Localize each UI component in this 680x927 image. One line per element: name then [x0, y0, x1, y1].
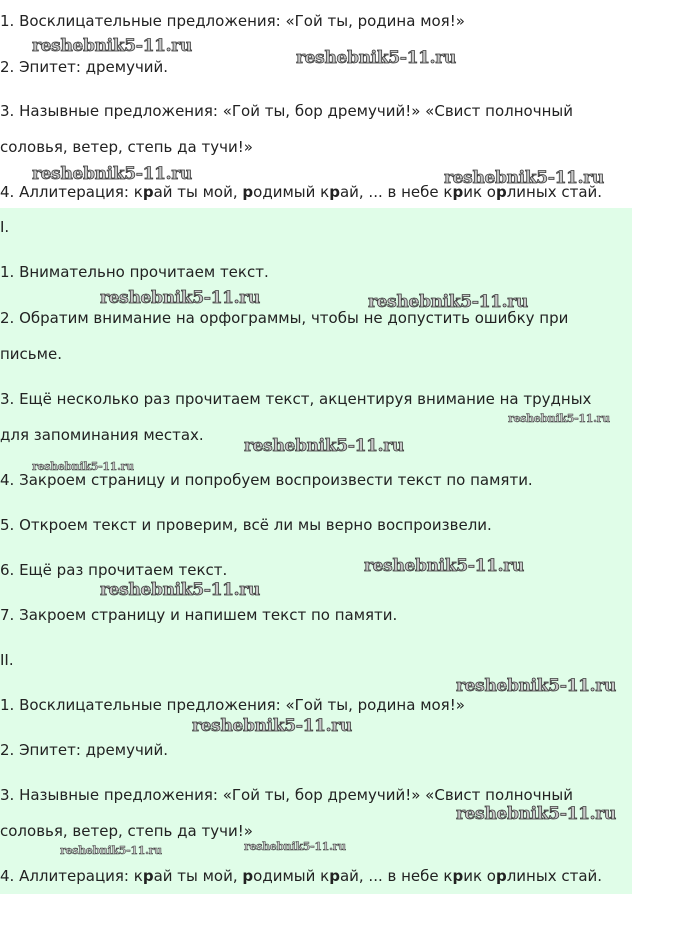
step-2: 2. Обратим внимание на орфограммы, чтобы не допустить ошибку при	[0, 309, 569, 327]
green-answer-section	[0, 208, 632, 894]
watermark: reshebnik5-11.ru	[508, 412, 610, 425]
watermark: reshebnik5-11.ru	[244, 436, 404, 456]
epithet-line-2: 2. Эпитет: дремучий.	[0, 741, 169, 759]
watermark: reshebnik5-11.ru	[32, 164, 192, 184]
step-7: 7. Закроем страницу и напишем текст по памяти.	[0, 606, 398, 624]
section-one-heading: I.	[0, 218, 10, 236]
alliteration-line: 4. Аллитерация: край ты мой, родимый край, ... в небе крик орлиных стай.	[0, 183, 603, 201]
watermark: reshebnik5-11.ru	[192, 716, 352, 736]
watermark: reshebnik5-11.ru	[100, 288, 260, 308]
watermark: reshebnik5-11.ru	[100, 580, 260, 600]
watermark: reshebnik5-11.ru	[368, 292, 528, 312]
nominal-sentences-line: 3. Назывные предложения: «Гой ты, бор дремучий!» «Свист полночный	[0, 102, 573, 120]
step-5: 5. Откроем текст и проверим, всё ли мы верно воспроизвели.	[0, 516, 492, 534]
alliteration-line-2: 4. Аллитерация: край ты мой, родимый край, ... в небе крик орлиных стай.	[0, 867, 603, 885]
watermark: reshebnik5-11.ru	[444, 168, 604, 188]
epithet-line: 2. Эпитет: дремучий.	[0, 58, 169, 76]
step-3-continuation: для запоминания местах.	[0, 426, 204, 444]
step-4: 4. Закроем страницу и попробуем воспроизвести текст по памяти.	[0, 471, 533, 489]
watermark: reshebnik5-11.ru	[364, 556, 524, 576]
section-two-heading: II.	[0, 651, 14, 669]
watermark: reshebnik5-11.ru	[32, 460, 134, 473]
watermark: reshebnik5-11.ru	[32, 36, 192, 56]
exclamatory-sentences-line-2: 1. Восклицательные предложения: «Гой ты, родина моя!»	[0, 696, 465, 714]
step-3: 3. Ещё несколько раз прочитаем текст, акцентируя внимание на трудных	[0, 390, 592, 408]
watermark: reshebnik5-11.ru	[456, 804, 616, 824]
watermark: reshebnik5-11.ru	[244, 840, 346, 853]
step-1: 1. Внимательно прочитаем текст.	[0, 263, 269, 281]
nominal-sentences-continuation-2: соловья, ветер, степь да тучи!»	[0, 822, 253, 840]
watermark: reshebnik5-11.ru	[60, 844, 162, 857]
nominal-sentences-line-2: 3. Назывные предложения: «Гой ты, бор дремучий!» «Свист полночный	[0, 786, 573, 804]
watermark: reshebnik5-11.ru	[456, 676, 616, 696]
exclamatory-sentences-line: 1. Восклицательные предложения: «Гой ты, родина моя!»	[0, 12, 465, 30]
step-6: 6. Ещё раз прочитаем текст.	[0, 561, 228, 579]
step-2-continuation: письме.	[0, 345, 62, 363]
watermark: reshebnik5-11.ru	[296, 48, 456, 68]
nominal-sentences-continuation: соловья, ветер, степь да тучи!»	[0, 138, 253, 156]
